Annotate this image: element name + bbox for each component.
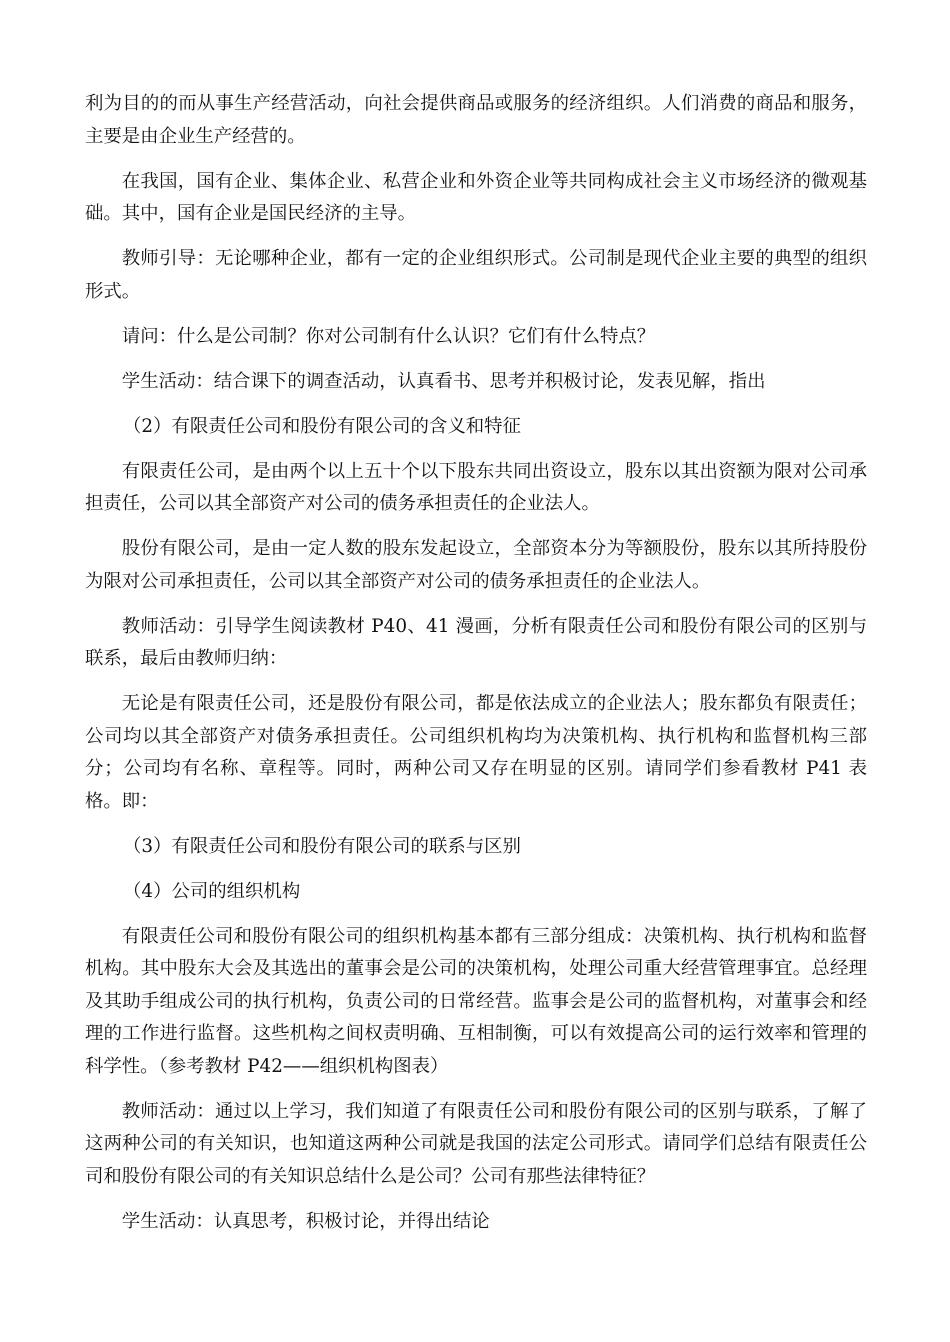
paragraph-teacher-guidance: 教师引导：无论哪种企业，都有一定的企业组织形式。公司制是现代企业主要的典型的组织形式。 [85, 248, 867, 302]
paragraph-economic-foundation: 在我国，国有企业、集体企业、私营企业和外资企业等共同构成社会主义市场经济的微观基础。其中，国有企业是国民经济的主导。 [85, 170, 867, 224]
paragraph-teacher-activity-2: 教师活动：通过以上学习，我们知道了有限责任公司和股份有限公司的区别与联系，了解了这两种公司的有关知识，也知道这两种公司就是我国的法定公司形式。请同学们总结有限责任公司和股份有限公司的有关知识总结什么是公司？公司有那些法律特征？ [85, 1100, 867, 1187]
section-heading-4: （4）公司的组织机构 [123, 880, 301, 902]
paragraph-enterprise-definition-continued: 利为目的的而从事生产经营活动，向社会提供商品或服务的经济组织。人们消费的商品和服务，主要是由企业生产经营的。 [85, 93, 867, 147]
paragraph-organizational-structure: 有限责任公司和股份有限公司的组织机构基本都有三部分组成：决策机构、执行机构和监督机构。其中股东大会及其选出的董事会是公司的决策机构，处理公司重大经营管理事宜。总经理及其助手组成公司的执行机构，负责公司的日常经营。监事会是公司的监督机构，对董事会和经理的工作进行监督。这些机构之间权责明确、互相制衡，可以有效提高公司的运行效率和管理的科学性。（参考教材 P42——组织机构图表） [85, 925, 867, 1077]
paragraph-student-activity-2: 学生活动：认真思考，积极讨论，并得出结论 [121, 1210, 490, 1232]
paragraph-student-activity-1: 学生活动：结合课下的调查活动，认真看书、思考并积极讨论，发表见解，指出 [121, 370, 766, 392]
section-heading-3: （3）有限责任公司和股份有限公司的联系与区别 [123, 835, 521, 857]
paragraph-joint-stock-definition: 股份有限公司，是由一定人数的股东发起设立，全部资本分为等额股份，股东以其所持股份为限对公司承担责任，公司以其全部资产对公司的债务承担责任的企业法人。 [85, 538, 867, 592]
paragraph-summary-comparison: 无论是有限责任公司，还是股份有限公司，都是依法成立的企业法人；股东都负有限责任；公司均以其全部资产对债务承担责任。公司组织机构均为决策机构、执行机构和监督机构三部分；公司均有名称、章程等。同时，两种公司又存在明显的区别。请同学们参看教材 P41 表格。即： [85, 693, 867, 812]
document-body [85, 88, 867, 1251]
paragraph-teacher-activity-1: 教师活动：引导学生阅读教材 P40、41 漫画，分析有限责任公司和股份有限公司的区别与联系，最后由教师归纳： [85, 615, 867, 669]
paragraph-question: 请问：什么是公司制？你对公司制有什么认识？它们有什么特点？ [121, 325, 656, 347]
paragraph-llc-definition: 有限责任公司，是由两个以上五十个以下股东共同出资设立，股东以其出资额为限对公司承担责任，公司以其全部资产对公司的债务承担责任的企业法人。 [85, 460, 867, 514]
section-heading-2: （2）有限责任公司和股份有限公司的含义和特征 [123, 415, 521, 437]
